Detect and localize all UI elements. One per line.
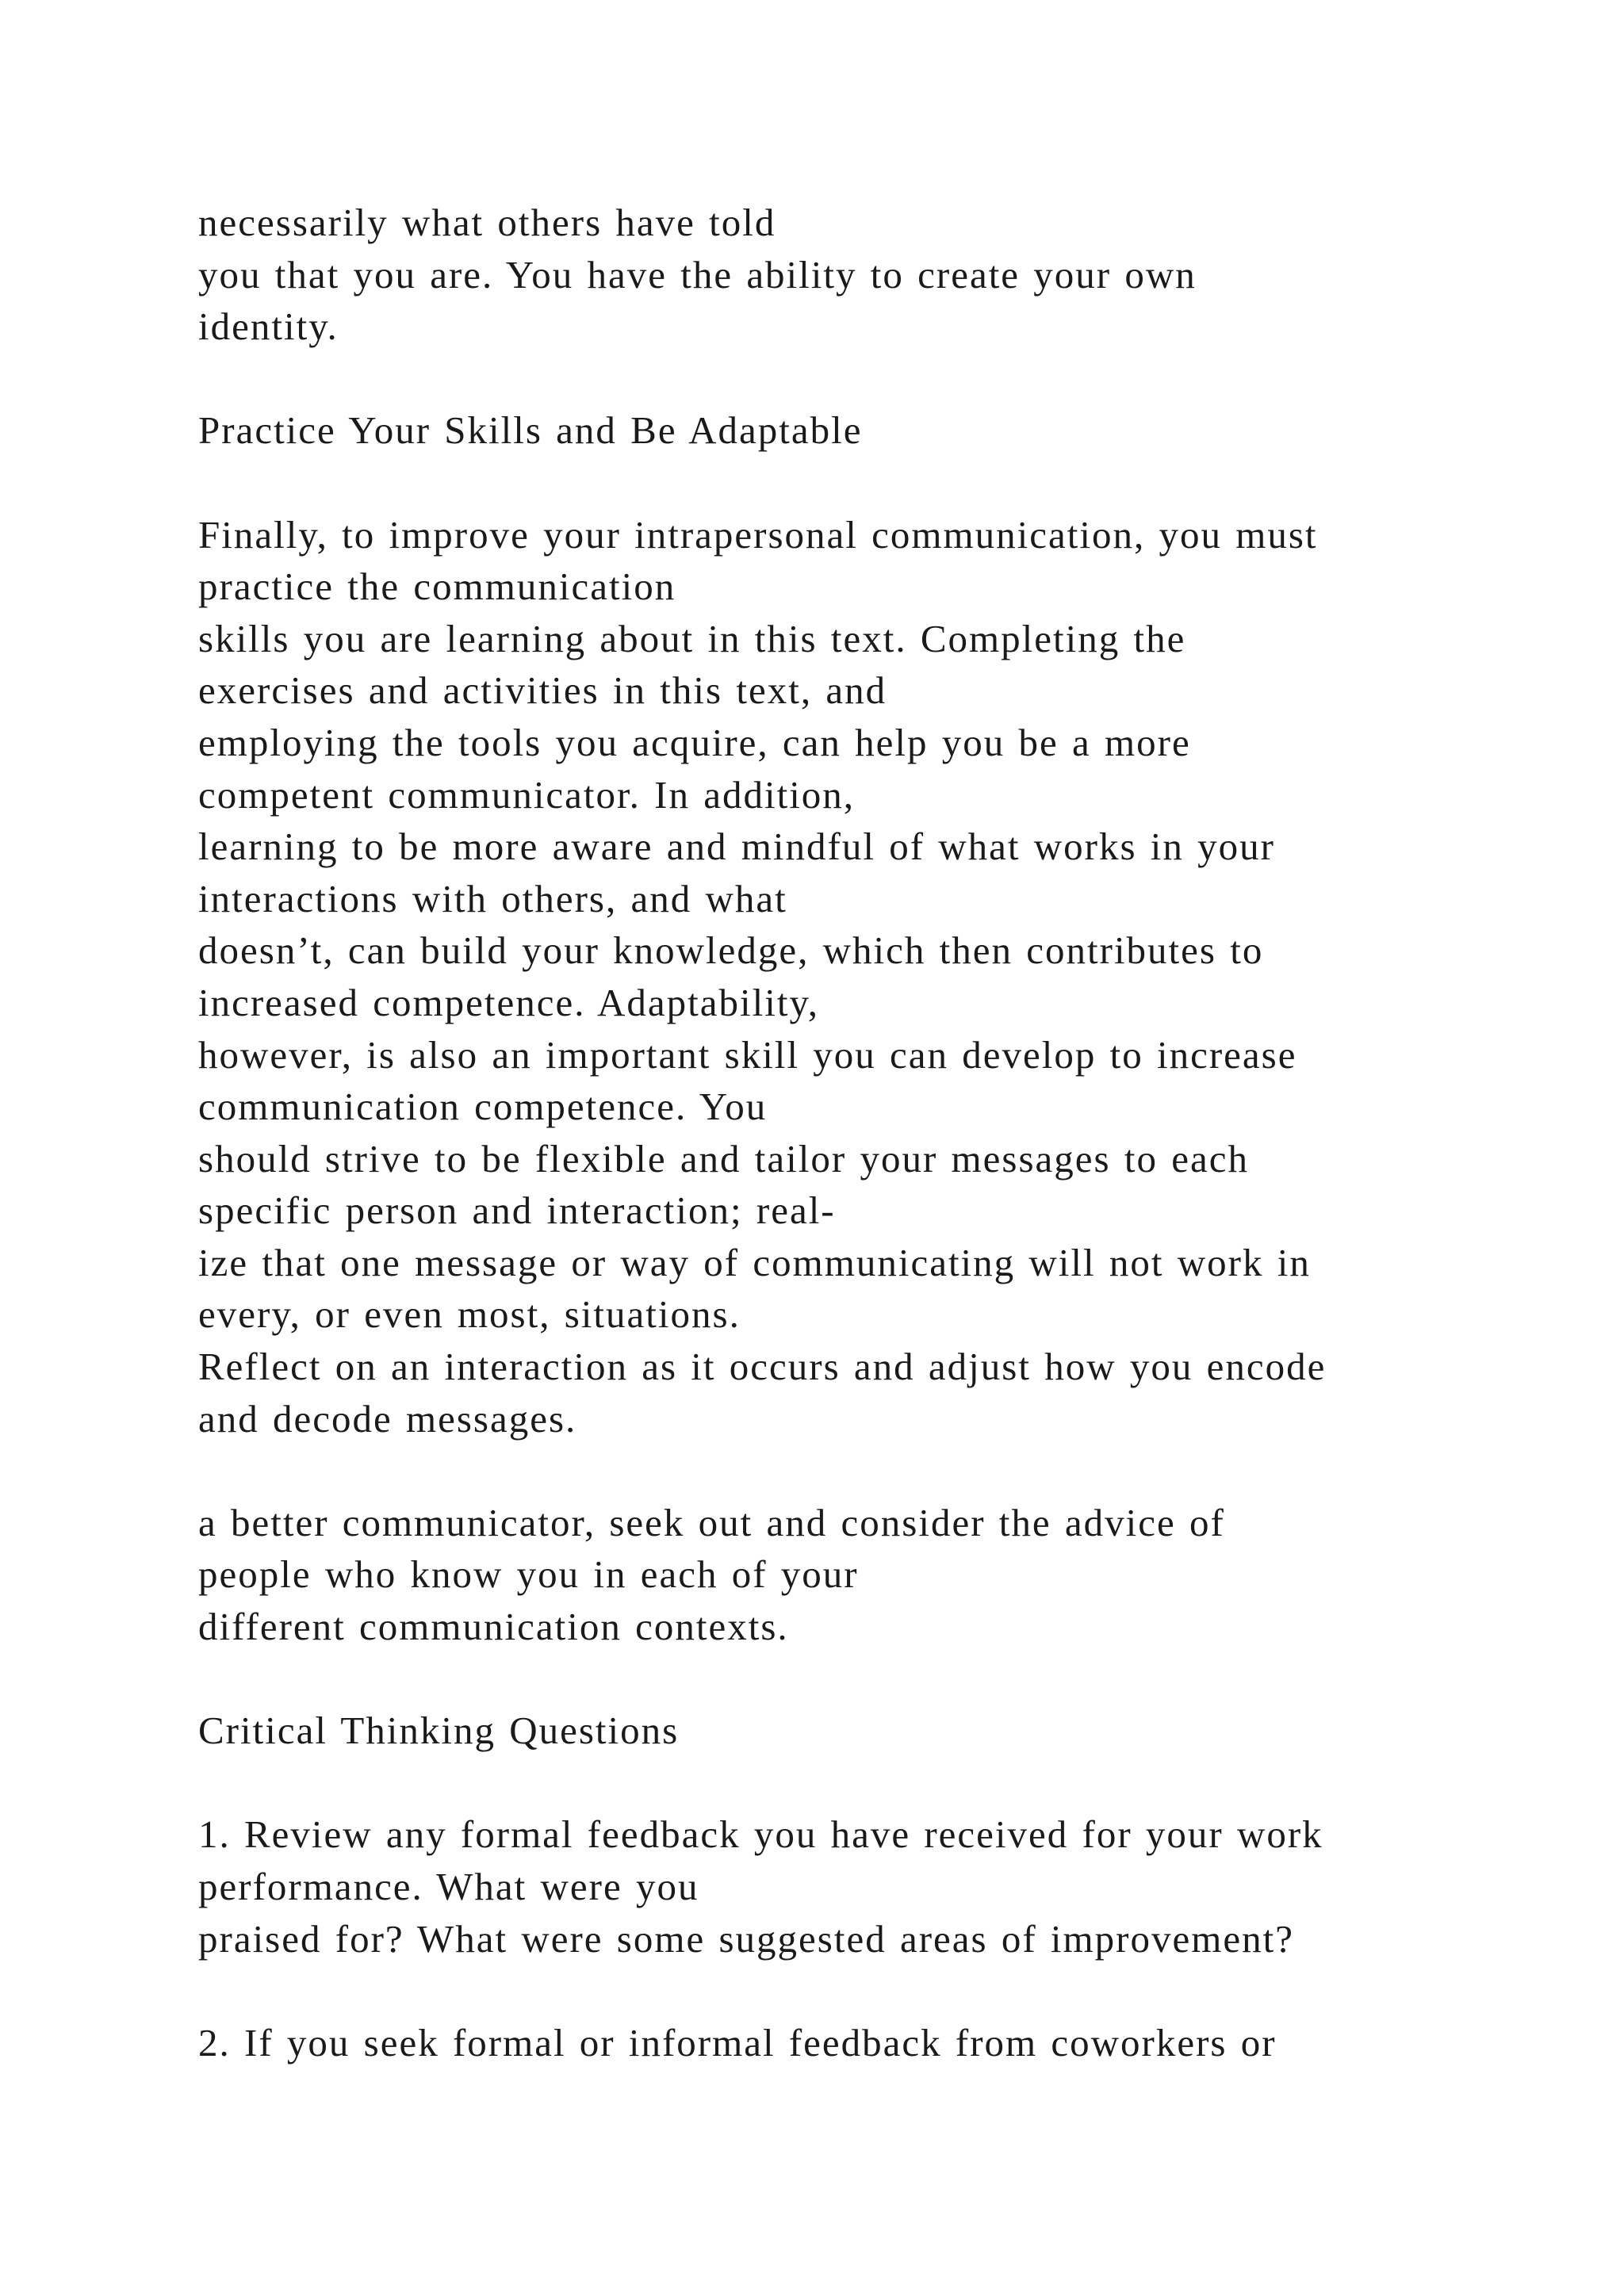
text-line: should strive to be flexible and tailor your messages to each [198, 1136, 1249, 1181]
question-line: praised for? What were some suggested areas of improvement? [198, 1916, 1294, 1961]
text-line: doesn’t, can build your knowledge, which then contributes to [198, 928, 1264, 973]
text-line: every, or even most, situations. [198, 1292, 741, 1337]
text-line: specific person and interaction; real- [198, 1188, 836, 1233]
question-line: 1. Review any formal feedback you have received for your work [198, 1812, 1323, 1857]
question-line: 2. If you seek formal or informal feedback from coworkers or [198, 2020, 1277, 2064]
text-line: a better communicator, seek out and consider the advice of [198, 1500, 1225, 1544]
text-line: identity. [198, 304, 339, 349]
text-line: interactions with others, and what [198, 876, 787, 920]
document-text [198, 197, 1499, 2068]
text-line: skills you are learning about in this text. Completing the [198, 616, 1186, 660]
text-line: communication competence. You [198, 1085, 768, 1129]
text-line: and decode messages. [198, 1396, 577, 1441]
blank-line [198, 457, 1499, 509]
text-line: different communication contexts. [198, 1605, 789, 1649]
question-line: performance. What were you [198, 1865, 699, 1908]
blank-line [198, 1965, 1499, 2017]
blank-line [198, 1757, 1499, 1809]
section-heading: Practice Your Skills and Be Adaptable [198, 408, 863, 453]
text-line: Finally, to improve your intrapersonal communication, you must [198, 512, 1318, 557]
text-line: people who know you in each of your [198, 1552, 859, 1597]
section-heading: Critical Thinking Questions [198, 1709, 680, 1753]
blank-line [198, 353, 1499, 405]
text-line: necessarily what others have told [198, 201, 776, 244]
text-line: increased competence. Adaptability, [198, 980, 820, 1024]
blank-line [198, 1445, 1499, 1497]
text-line: employing the tools you acquire, can help you be a more [198, 720, 1191, 764]
text-line: exercises and activities in this text, and [198, 668, 887, 713]
text-line: you that you are. You have the ability to create your own [198, 252, 1197, 297]
text-line: learning to be more aware and mindful of what works in your [198, 825, 1275, 869]
text-line: practice the communication [198, 564, 676, 609]
text-line: however, is also an important skill you can develop to increase [198, 1032, 1297, 1077]
text-line: ize that one message or way of communicating will not work in [198, 1240, 1311, 1284]
blank-line [198, 1653, 1499, 1705]
text-line: competent communicator. In addition, [198, 772, 856, 817]
text-line: Reflect on an interaction as it occurs and adjust how you encode [198, 1345, 1327, 1389]
